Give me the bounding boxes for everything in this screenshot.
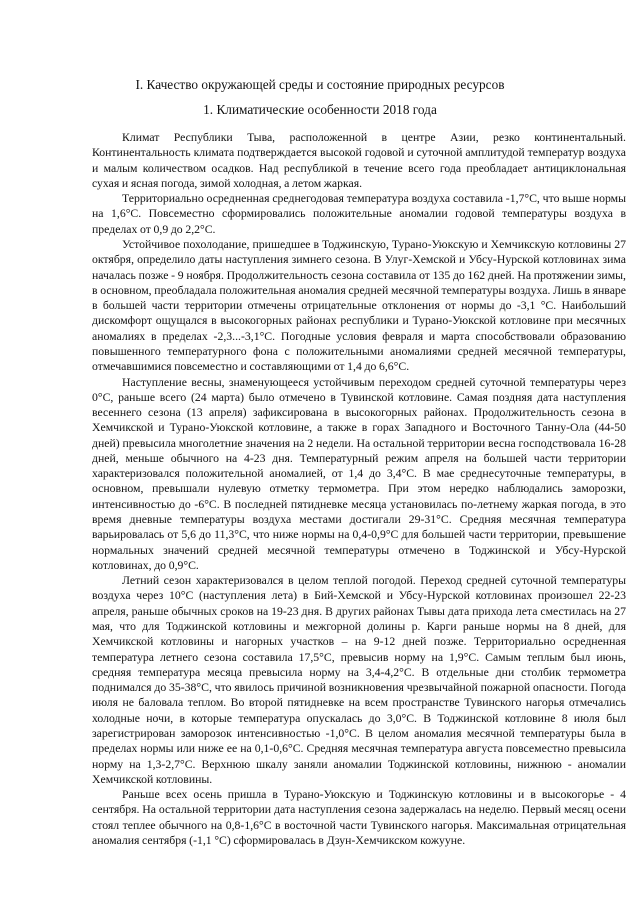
paragraph-spring: Наступление весны, знаменующееся устойчивым переходом средней суточной температуры через 0°С, раньше всего (24 марта) было отмечено в Тувинской котловине. Самая поздняя дата наступления весеннего сезона (13 апреля) зафиксирована в высокогорных районах. Продолжительность сезона в Хемчикской и Турано-Уюкской котловине, а также в горах Западного и Восточного Танну-Ола (44-50 дней) превысила многолетние значения на 2 недели. На остальной территории весна господствовала 16-28 дней, меньше обычного на 4-23 дня. Температурный режим апреля на большей части территории характеризовался положительной аномалией, от 1,4 до 3,4°С. В мае среднесуточные температуры, в основном, превышали нулевую отметку термометра. При этом нередко наблюдались заморозки, интенсивностью до -6°С. В последней пятидневке месяца установилась по-летнему жаркая погода, в это время дневные температуры воздуха местами достигали 29-31°С. Средняя месячная температура варьировалась от 5,6 до 11,3°С, что ниже нормы на 0,4-0,9°С для большей части территории, превышение нормальных значений средней месячной температуры отмечено в Тоджинской и Убсу-Нурской котловинах, до 0,9°С.	[92, 375, 626, 572]
paragraph-summer: Летний сезон характеризовался в целом теплой погодой. Переход средней суточной температуры воздуха через 10°С (наступления лета) в Бий-Хемской и Убсу-Нурской котловинах произошел 22-23 апреля, раньше обычных сроков на 19-23 дня. В других районах Тывы дата прихода лета сместилась на 27 мая, что для Тоджинской котловины и межгорной долины р. Карги раньше нормы на 8 дней, для Хемчикской котловины и нагорных участков – на 9-12 дней позже. Территориально осредненная температура летнего сезона составила 17,5°С, превысив норму на 1,9°С. Самым теплым был июнь, средняя температура месяца превысила норму на 3,4-4,2°С. В отдельные дни столбик термометра поднимался до 35-38°С, что явилось причиной возникновения чрезвычайной пожарной опасности. Погода июля не баловала теплом. Во второй пятидневке на всем пространстве Тувинского нагорья отмечались холодные ночи, в которые температура опускалась до 3,0°С. В Тоджинской котловине 8 июля был зарегистрирован заморозок интенсивностью -1,0°С. В целом аномалия месячной температуры была в пределах нормы или ниже ее на 0,1-0,6°С. Средняя месячная температура августа повсеместно превысила норму на 1,3-2,7°С. Верхнюю шкалу заняли аномалии Тоджинской котловины, нижнюю - аномалии Хемчикской котловины.	[92, 574, 626, 786]
paragraph-autumn: Раньше всех осень пришла в Турано-Уюкскую и Тоджинскую котловины и в высокогорье - 4 сентября. На остальной территории дата наступления сезона задержалась на неделю. Первый месяц осени стоял теплее обычного на 0,8-1,6°С в восточной части Тувинского нагорья. Максимальная отрицательная аномалия сентября (-1,1 °С) сформировалась в Дзун-Хемчикском кожууне.	[92, 788, 626, 847]
document-body	[92, 130, 626, 848]
paragraph-annual-temperature: Территориально осредненная среднегодовая температура воздуха составила -1,7°С, что выше нормы на 1,6°С. Повсеместно сформировались положительные аномалии годовой температуры воздуха в пределах от 0,9 до 2,2°С.	[92, 192, 626, 236]
paragraph-winter: Устойчивое похолодание, пришедшее в Тоджинскую, Турано-Уюкскую и Хемчикскую котловины 27 октября, определило даты наступления зимнего сезона. В Улуг-Хемской и Убсу-Нурской котловинах зима началась позже - 9 ноября. Продолжительность сезона составила от 135 до 162 дней. На протяжении зимы, в основном, преобладала положительная аномалия средней месячной температуры воздуха. Лишь в январе в большей части территории отмечены отрицательные отклонения от нормы до -3,1 °С. Наибольший дискомфорт ощущался в высокогорных районах республики и Турано-Уюкской котловине при месячных аномалиях в пределах -2,3...-3,1°С. Погодные условия февраля и марта способствовали образованию повышенного температурного фона с положительными аномалиями средней месячной температуры, отмечавшимися повсеместно и составляющими от 1,4 до 6,6°С.	[92, 237, 626, 374]
section-heading: I. Качество окружающей среды и состояние природных ресурсов	[135, 77, 505, 92]
subsection-heading: 1. Климатические особенности 2018 года	[203, 102, 437, 117]
paragraph-climate-overview: Климат Республики Тыва, расположенной в центре Азии, резко континентальный. Континентальность климата подтверждается высокой годовой и суточной амплитудой температур воздуха и малым количеством осадков. Над республикой в течение всего года преобладает антициклональная сухая и ясная погода, зимой холодная, а летом жаркая.	[92, 131, 626, 190]
